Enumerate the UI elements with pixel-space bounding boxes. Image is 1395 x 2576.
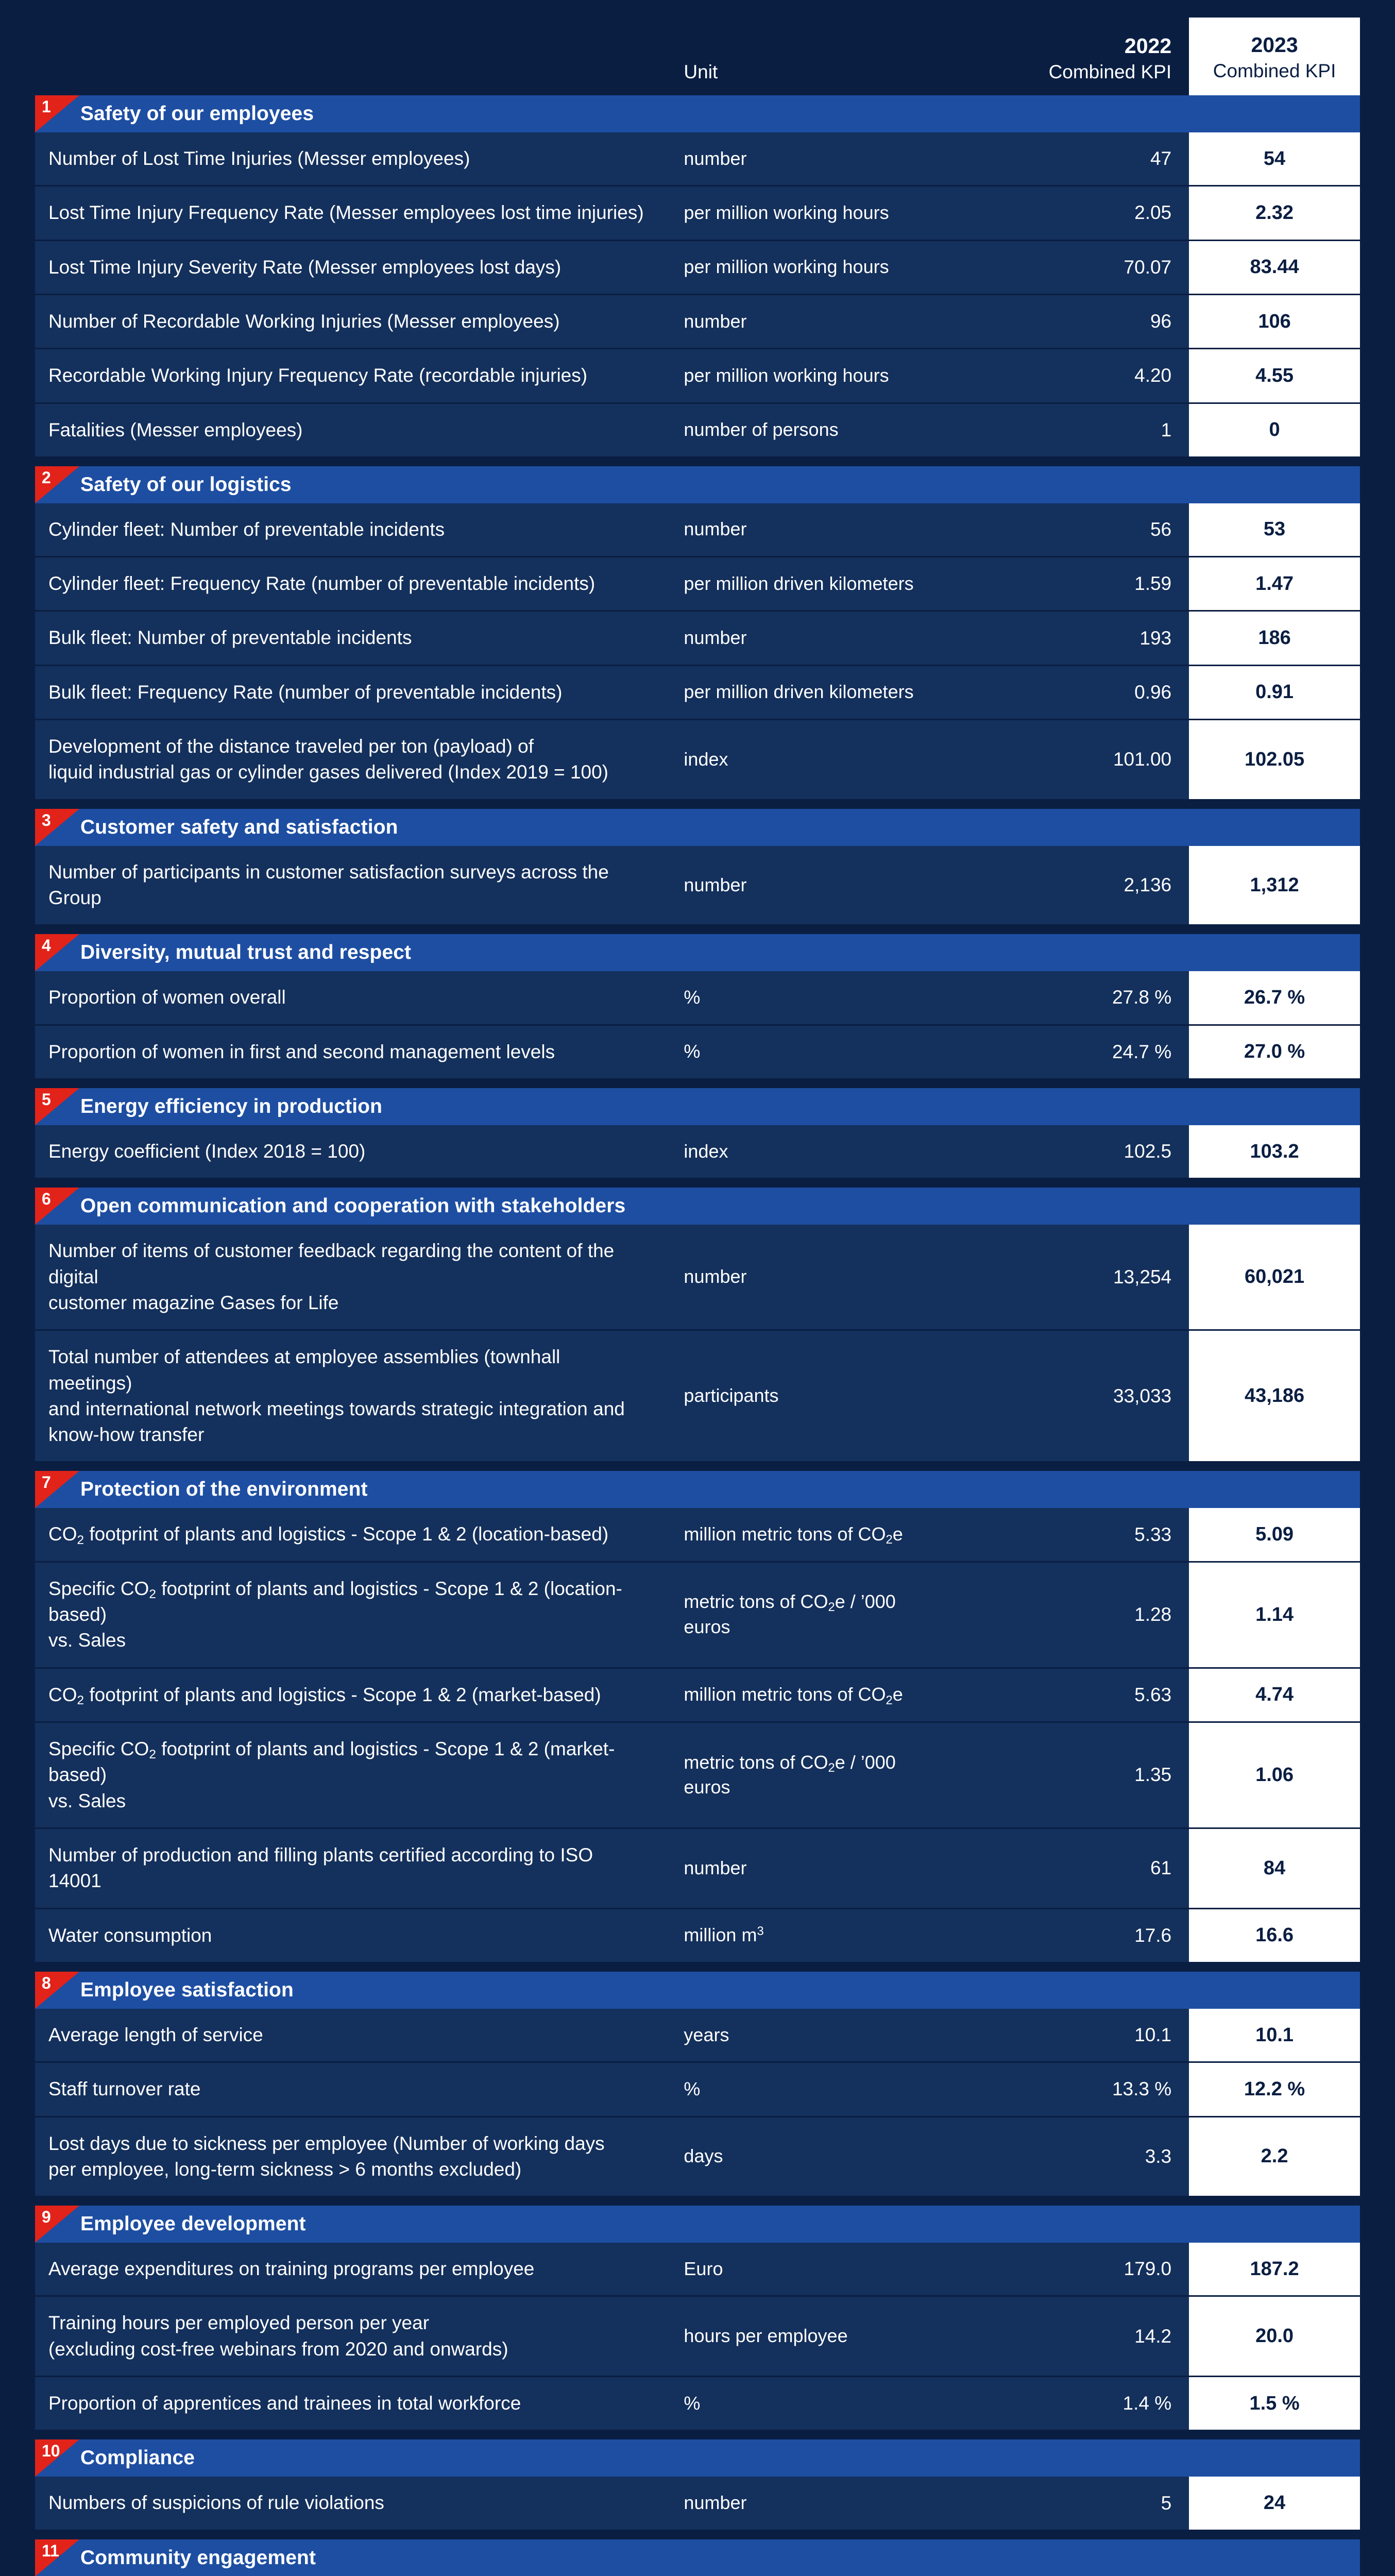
kpi-label: Number of items of customer feedback regarding the content of the digital customer magazine Gases for Life [35, 1225, 662, 1331]
kpi-value-2022: 1.35 [941, 1723, 1189, 1829]
kpi-value-2023: 103.2 [1189, 1125, 1360, 1179]
kpi-value-2022: 33,033 [941, 1331, 1189, 1463]
kpi-value-2023: 60,021 [1189, 1225, 1360, 1331]
table-row [35, 2009, 1360, 2063]
kpi-label: Cylinder fleet: Frequency Rate (number of preventable incidents) [35, 557, 662, 612]
table-row [35, 2297, 1360, 2377]
section-number-flag-icon [35, 2439, 79, 2477]
section-number: 11 [42, 2541, 59, 2560]
section-header-row [35, 934, 1360, 971]
table-row [35, 1669, 1360, 1723]
kpi-unit: per million working hours [662, 187, 941, 241]
kpi-label: Recordable Working Injury Frequency Rate (recordable injuries) [35, 349, 662, 403]
section-spacer [35, 2197, 1360, 2206]
kpi-value-2022: 61 [941, 1829, 1189, 1909]
section-header-cell [35, 934, 1360, 971]
kpi-unit: per million working hours [662, 349, 941, 403]
header-2023-year: 2023 [1251, 33, 1298, 57]
kpi-value-2023: 1.14 [1189, 1563, 1360, 1669]
kpi-value-2023: 4.74 [1189, 1669, 1360, 1723]
section-spacer [35, 1463, 1360, 1471]
table-row [35, 2243, 1360, 2297]
kpi-unit: number of persons [662, 404, 941, 458]
kpi-unit: per million driven kilometers [662, 557, 941, 612]
kpi-unit: Euro [662, 2243, 941, 2297]
kpi-value-2023: 1,312 [1189, 846, 1360, 926]
section-number-flag-icon [35, 2206, 79, 2243]
kpi-value-2022: 1 [941, 404, 1189, 458]
table-row [35, 2117, 1360, 2198]
section-bar [35, 934, 1360, 971]
section-title: Employee development [80, 2213, 306, 2235]
header-2022-cell [941, 18, 1189, 95]
kpi-value-2022: 2,136 [941, 846, 1189, 926]
section-bar [35, 2206, 1360, 2243]
kpi-unit: number [662, 2477, 941, 2531]
section-header-row [35, 2539, 1360, 2576]
kpi-label: Bulk fleet: Number of preventable incidents [35, 612, 662, 666]
section-bar [35, 1972, 1360, 2009]
kpi-label: Average expenditures on training programs per employee [35, 2243, 662, 2297]
section-title: Customer safety and satisfaction [80, 816, 398, 838]
kpi-unit: % [662, 2377, 941, 2431]
kpi-value-2022: 13,254 [941, 1225, 1189, 1331]
kpi-value-2022: 102.5 [941, 1125, 1189, 1179]
kpi-value-2023: 54 [1189, 132, 1360, 187]
table-row [35, 666, 1360, 720]
kpi-unit: hours per employee [662, 2297, 941, 2377]
section-title: Protection of the environment [80, 1478, 368, 1501]
section-header-cell [35, 2206, 1360, 2243]
section-number-flag-icon [35, 95, 79, 132]
header-unit-cell: Unit [662, 18, 941, 95]
section-header-cell [35, 2539, 1360, 2576]
kpi-label: Development of the distance traveled per ton (payload) of liquid industrial gas or cylinder gases delivered (Index 2019 = 100) [35, 720, 662, 801]
kpi-value-2023: 4.55 [1189, 349, 1360, 403]
kpi-value-2022: 17.6 [941, 1909, 1189, 1963]
kpi-value-2023: 16.6 [1189, 1909, 1360, 1963]
section-number-flag-icon [35, 466, 79, 503]
kpi-value-2023: 0 [1189, 404, 1360, 458]
kpi-value-2023: 2.32 [1189, 187, 1360, 241]
section-spacer-cell [35, 926, 1360, 934]
table-row [35, 720, 1360, 801]
kpi-unit: per million driven kilometers [662, 666, 941, 720]
kpi-value-2023: 12.2 % [1189, 2063, 1360, 2117]
section-bar [35, 2539, 1360, 2576]
section-spacer-cell [35, 2531, 1360, 2539]
section-spacer-cell [35, 458, 1360, 466]
kpi-unit: number [662, 1225, 941, 1331]
kpi-label: Number of Recordable Working Injuries (Messer employees) [35, 295, 662, 349]
section-spacer [35, 1179, 1360, 1188]
kpi-unit: million metric tons of $CO_2e$ [662, 1508, 941, 1562]
section-title: Energy efficiency in production [80, 1095, 383, 1117]
section-title: Compliance [80, 2447, 195, 2469]
kpi-value-2023: 27.0 % [1189, 1026, 1360, 1080]
section-number: 7 [42, 1473, 51, 1492]
section-number: 10 [42, 2442, 60, 2461]
section-number-flag-icon [35, 1088, 79, 1125]
kpi-value-2023: 10.1 [1189, 2009, 1360, 2063]
kpi-label: Number of participants in customer satisfaction surveys across the Group [35, 846, 662, 926]
kpi-unit: % [662, 971, 941, 1025]
kpi-unit: number [662, 503, 941, 557]
section-number-flag-icon [35, 2539, 79, 2576]
kpi-value-2022: 4.20 [941, 349, 1189, 403]
kpi-value-2022: 1.28 [941, 1563, 1189, 1669]
section-spacer [35, 801, 1360, 809]
table-row [35, 1225, 1360, 1331]
kpi-value-2022: 5.33 [941, 1508, 1189, 1562]
table-row [35, 187, 1360, 241]
kpi-unit: index [662, 720, 941, 801]
kpi-value-2022: 5.63 [941, 1669, 1189, 1723]
kpi-value-2022: 47 [941, 132, 1189, 187]
kpi-table-body [35, 18, 1360, 2576]
kpi-value-2023: 2.2 [1189, 2117, 1360, 2198]
kpi-value-2022: 193 [941, 612, 1189, 666]
kpi-value-2023: 43,186 [1189, 1331, 1360, 1463]
section-header-row [35, 1088, 1360, 1125]
kpi-value-2022: 1.4 % [941, 2377, 1189, 2431]
table-row [35, 846, 1360, 926]
kpi-value-2023: 0.91 [1189, 666, 1360, 720]
section-number-flag-icon [35, 1471, 79, 1508]
section-title: Safety of our employees [80, 102, 314, 125]
kpi-label: Specific $CO_2$ footprint of plants and logistics - Scope 1 & 2 (market-based) vs. Sales [35, 1723, 662, 1829]
kpi-label: Proportion of women in first and second management levels [35, 1026, 662, 1080]
kpi-label: Proportion of women overall [35, 971, 662, 1025]
section-header-cell [35, 466, 1360, 503]
section-spacer-cell [35, 1463, 1360, 1471]
section-bar [35, 2439, 1360, 2477]
table-row [35, 2477, 1360, 2531]
kpi-value-2022: 1.59 [941, 557, 1189, 612]
table-row [35, 971, 1360, 1025]
kpi-value-2023: 1.5 % [1189, 2377, 1360, 2431]
kpi-value-2023: 1.47 [1189, 557, 1360, 612]
section-spacer-cell [35, 2197, 1360, 2206]
table-row [35, 1508, 1360, 1562]
section-header-cell [35, 809, 1360, 846]
kpi-value-2022: 10.1 [941, 2009, 1189, 2063]
kpi-label: Training hours per employed person per year (excluding cost-free webinars from 2020 and onwards) [35, 2297, 662, 2377]
kpi-unit: number [662, 846, 941, 926]
section-header-row [35, 466, 1360, 503]
section-number-flag-icon [35, 809, 79, 846]
kpi-unit: years [662, 2009, 941, 2063]
kpi-value-2022: 27.8 % [941, 971, 1189, 1025]
header-2023-sub: Combined KPI [1213, 60, 1336, 82]
section-bar [35, 95, 1360, 132]
section-header-row [35, 1471, 1360, 1508]
kpi-value-2023: 53 [1189, 503, 1360, 557]
table-row [35, 2377, 1360, 2431]
section-spacer-cell [35, 1179, 1360, 1188]
kpi-unit: participants [662, 1331, 941, 1463]
section-spacer [35, 1080, 1360, 1088]
table-row [35, 503, 1360, 557]
section-spacer [35, 1963, 1360, 1972]
kpi-value-2022: 13.3 % [941, 2063, 1189, 2117]
section-spacer [35, 2431, 1360, 2439]
kpi-unit: days [662, 2117, 941, 2198]
section-header-cell [35, 1088, 1360, 1125]
kpi-label: Total number of attendees at employee assemblies (townhall meetings) and international network meetings towards strategic integration and know-how transfer [35, 1331, 662, 1463]
table-header-row [35, 18, 1360, 95]
kpi-label: Proportion of apprentices and trainees in total workforce [35, 2377, 662, 2431]
table-row [35, 1331, 1360, 1463]
section-spacer [35, 926, 1360, 934]
section-number: 9 [42, 2208, 51, 2227]
section-header-cell [35, 95, 1360, 132]
section-spacer-cell [35, 1080, 1360, 1088]
section-header-row [35, 1188, 1360, 1225]
table-row [35, 295, 1360, 349]
kpi-value-2023: 106 [1189, 295, 1360, 349]
kpi-value-2022: 2.05 [941, 187, 1189, 241]
kpi-value-2023: 187.2 [1189, 2243, 1360, 2297]
section-bar [35, 1088, 1360, 1125]
section-title: Community engagement [80, 2546, 316, 2569]
kpi-label: Bulk fleet: Frequency Rate (number of preventable incidents) [35, 666, 662, 720]
table-row [35, 1723, 1360, 1829]
section-number: 1 [42, 97, 51, 116]
section-number: 3 [42, 810, 51, 829]
kpi-unit: per million working hours [662, 241, 941, 295]
header-blank-cell [35, 18, 662, 95]
section-header-cell [35, 1188, 1360, 1225]
section-number-flag-icon [35, 1972, 79, 2009]
kpi-label: Lost Time Injury Frequency Rate (Messer employees lost time injuries) [35, 187, 662, 241]
section-spacer [35, 458, 1360, 466]
kpi-unit: number [662, 1829, 941, 1909]
section-title: Safety of our logistics [80, 473, 292, 496]
table-row [35, 241, 1360, 295]
kpi-value-2023: 20.0 [1189, 2297, 1360, 2377]
section-header-row [35, 1972, 1360, 2009]
section-number: 2 [42, 468, 51, 487]
kpi-value-2023: 102.05 [1189, 720, 1360, 801]
section-number: 4 [42, 936, 51, 955]
kpi-label: Number of production and filling plants certified according to ISO 14001 [35, 1829, 662, 1909]
kpi-value-2022: 179.0 [941, 2243, 1189, 2297]
kpi-value-2022: 14.2 [941, 2297, 1189, 2377]
kpi-label: Cylinder fleet: Number of preventable incidents [35, 503, 662, 557]
section-header-cell [35, 2439, 1360, 2477]
kpi-unit: number [662, 295, 941, 349]
table-row [35, 1125, 1360, 1179]
kpi-value-2023: 83.44 [1189, 241, 1360, 295]
kpi-unit: % [662, 1026, 941, 1080]
section-title: Employee satisfaction [80, 1978, 294, 2001]
section-header-row [35, 95, 1360, 132]
kpi-unit: % [662, 2063, 941, 2117]
kpi-table [35, 18, 1360, 2576]
kpi-unit: number [662, 132, 941, 187]
table-row [35, 349, 1360, 403]
kpi-label: $CO_2$ footprint of plants and logistics - Scope 1 & 2 (market-based) [35, 1669, 662, 1723]
section-bar [35, 809, 1360, 846]
section-header-row [35, 2439, 1360, 2477]
kpi-value-2022: 0.96 [941, 666, 1189, 720]
kpi-label: Lost days due to sickness per employee (Number of working days per employee, long-term sickness > 6 months excluded) [35, 2117, 662, 2198]
kpi-label: Specific $CO_2$ footprint of plants and logistics - Scope 1 & 2 (location-based) vs. Sales [35, 1563, 662, 1669]
section-title: Diversity, mutual trust and respect [80, 941, 412, 964]
table-row [35, 557, 1360, 612]
kpi-value-2023: 84 [1189, 1829, 1360, 1909]
kpi-value-2022: 96 [941, 295, 1189, 349]
table-row [35, 612, 1360, 666]
kpi-value-2022: 101.00 [941, 720, 1189, 801]
section-number: 6 [42, 1190, 51, 1209]
kpi-unit: million $m^3$ [662, 1909, 941, 1963]
table-row [35, 404, 1360, 458]
kpi-value-2022: 70.07 [941, 241, 1189, 295]
kpi-label: Lost Time Injury Severity Rate (Messer employees lost days) [35, 241, 662, 295]
header-2022-sub: Combined KPI [1048, 61, 1172, 83]
kpi-unit: metric tons of $CO_2e$ / ’000 euros [662, 1723, 941, 1829]
kpi-label: Energy coefficient (Index 2018 = 100) [35, 1125, 662, 1179]
kpi-unit: index [662, 1125, 941, 1179]
section-title: Open communication and cooperation with stakeholders [80, 1195, 626, 1217]
table-row [35, 1563, 1360, 1669]
section-spacer-cell [35, 2431, 1360, 2439]
kpi-label: $CO_2$ footprint of plants and logistics - Scope 1 & 2 (location-based) [35, 1508, 662, 1562]
kpi-value-2023: 1.06 [1189, 1723, 1360, 1829]
table-row [35, 2063, 1360, 2117]
kpi-label: Fatalities (Messer employees) [35, 404, 662, 458]
kpi-value-2023: 5.09 [1189, 1508, 1360, 1562]
section-number-flag-icon [35, 1188, 79, 1225]
section-bar [35, 1188, 1360, 1225]
table-row [35, 1026, 1360, 1080]
section-spacer [35, 2531, 1360, 2539]
section-bar [35, 1471, 1360, 1508]
kpi-value-2022: 5 [941, 2477, 1189, 2531]
table-row [35, 1829, 1360, 1909]
section-header-row [35, 809, 1360, 846]
kpi-value-2023: 26.7 % [1189, 971, 1360, 1025]
kpi-value-2022: 24.7 % [941, 1026, 1189, 1080]
kpi-value-2023: 186 [1189, 612, 1360, 666]
section-header-row [35, 2206, 1360, 2243]
header-2023-cell [1189, 18, 1360, 95]
section-spacer-cell [35, 1963, 1360, 1972]
kpi-unit: metric tons of $CO_2e$ / ’000 euros [662, 1563, 941, 1669]
kpi-label: Staff turnover rate [35, 2063, 662, 2117]
kpi-unit: million metric tons of $CO_2e$ [662, 1669, 941, 1723]
section-spacer-cell [35, 801, 1360, 809]
kpi-unit: number [662, 612, 941, 666]
kpi-value-2022: 56 [941, 503, 1189, 557]
section-number-flag-icon [35, 934, 79, 971]
section-header-cell [35, 1972, 1360, 2009]
section-bar [35, 466, 1360, 503]
kpi-value-2023: 24 [1189, 2477, 1360, 2531]
kpi-value-2022: 3.3 [941, 2117, 1189, 2198]
table-row [35, 1909, 1360, 1963]
section-number: 8 [42, 1973, 51, 1992]
kpi-label: Average length of service [35, 2009, 662, 2063]
table-row [35, 132, 1360, 187]
kpi-label: Number of Lost Time Injuries (Messer employees) [35, 132, 662, 187]
header-2022-year: 2022 [1124, 34, 1172, 58]
section-number: 5 [42, 1090, 51, 1109]
section-header-cell [35, 1471, 1360, 1508]
kpi-label: Numbers of suspicions of rule violations [35, 2477, 662, 2531]
kpi-label: Water consumption [35, 1909, 662, 1963]
